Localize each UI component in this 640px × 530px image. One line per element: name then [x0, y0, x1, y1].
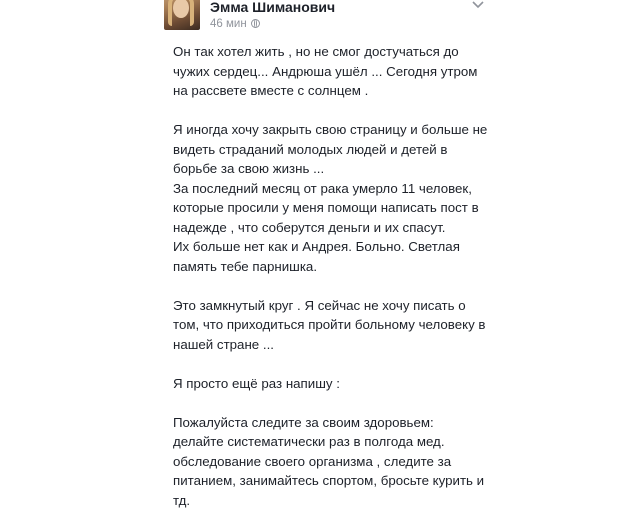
post-paragraph: Я иногда хочу закрыть свою страницу и больше не видеть страданий молодых людей и детей в борьбе за свою жизнь ... За последний месяц от рака умерло 11 человек, которые просили у меня помощи написать пост в надежде , что соберутся деньги и их спасут. Их больше нет как и Андрея. Больно. Светлая память тебе парнишка. [173, 122, 488, 274]
post-paragraph: Это замкнутый круг . Я сейчас не хочу писать о том, что приходиться пройти больному человеку в нашей стране ... [173, 297, 486, 352]
post-paragraph: Я просто ещё раз напишу : [173, 375, 340, 391]
post-meta [210, 17, 260, 31]
author-name[interactable]: Эмма Шиманович [210, 0, 336, 15]
chevron-down-icon [472, 1, 484, 9]
post-paragraph: Пожалуйста следите за своим здоровьем: делайте систематически раз в полгода мед. обследование своего организма , следите за питанием, занимайтесь спортом, бросьте курить и тд. [173, 414, 485, 508]
post-paragraph: Он так хотел жить , но не смог достучаться до чужих сердец... Андрюша ушёл ... Сегодня утром на рассвете вместе с солнцем . [173, 44, 478, 98]
globe-icon [251, 19, 260, 28]
post-time[interactable]: 46 мин [210, 18, 247, 30]
post-card [160, 0, 510, 508]
post-options-button[interactable] [470, 0, 486, 12]
author-avatar[interactable] [164, 0, 200, 30]
post-header [160, 0, 510, 34]
post-text [173, 42, 508, 530]
